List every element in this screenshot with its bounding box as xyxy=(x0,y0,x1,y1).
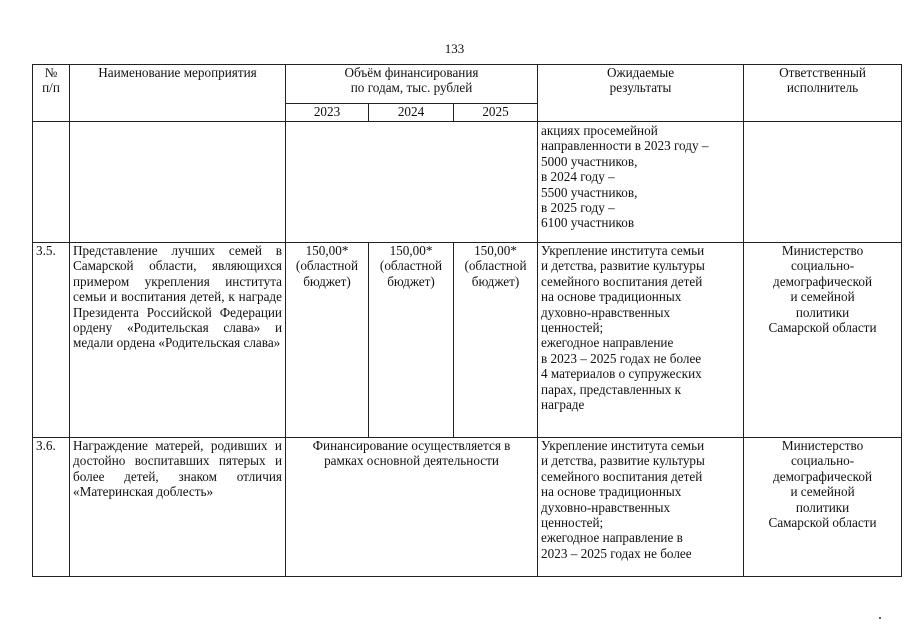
results-line: духовно-нравственных xyxy=(541,304,671,320)
header-executor-line1: Ответственный xyxy=(779,65,866,80)
funding-amount: 150,00* xyxy=(474,243,517,258)
row-executor xyxy=(744,243,902,438)
funding-source: (областной xyxy=(295,258,359,274)
row-name: Представление лучших семей в Самарской области, являющихся примером укрепления института семьи и воспитания детей, к награде Президента Российской Федерации ордену «Родительская слава» и медали ордена «Родительская слава» xyxy=(70,243,286,438)
results-line: парах, представленных к xyxy=(541,381,682,397)
results-line: 2023 – 2025 годах не более xyxy=(541,545,692,561)
cont-results-line: 6100 участников xyxy=(541,215,635,231)
header-results-line1: Ожидаемые xyxy=(606,65,675,80)
funding-note-line: рамках основной деятельности xyxy=(324,453,499,469)
row-executor xyxy=(744,438,902,577)
executor-line: политики xyxy=(795,304,850,320)
results-line: Укрепление института семьи xyxy=(541,243,705,258)
results-line: в 2023 – 2025 годах не более xyxy=(541,350,702,366)
header-results-line2: результаты xyxy=(609,80,672,96)
results-line: на основе традиционных xyxy=(541,289,682,305)
results-line: ценностей; xyxy=(541,320,604,336)
executor-line: политики xyxy=(795,499,850,515)
header-year-2024: 2024 xyxy=(369,104,454,122)
measures-table xyxy=(32,64,902,577)
executor-line: социально- xyxy=(790,453,855,469)
funding-source: (областной xyxy=(464,258,527,274)
cont-executor xyxy=(744,122,902,243)
cont-funding xyxy=(286,122,538,243)
cont-num xyxy=(33,122,70,243)
funding-2024 xyxy=(369,243,454,438)
table-row-3-6 xyxy=(33,438,902,577)
results-line: ежегодное направление xyxy=(541,335,674,351)
row-name: Награждение матерей, родивших и достойно воспитавших пятерых и более детей, знаком отличия «Материнская доблесть» xyxy=(70,438,286,577)
row-num: 3.5. xyxy=(33,243,70,438)
results-line: и детства, развитие культуры xyxy=(541,258,705,274)
cont-results-line: акциях просемейной xyxy=(541,123,658,138)
results-line: семейного воспитания детей xyxy=(541,273,703,289)
header-num xyxy=(33,65,70,122)
results-line: ценностей; xyxy=(541,515,604,531)
results-line: 4 материалов о супружеских xyxy=(541,366,702,382)
header-executor-line2: исполнитель xyxy=(786,80,859,96)
row-results xyxy=(538,243,744,438)
results-line: духовно-нравственных xyxy=(541,499,671,515)
funding-amount: 150,00* xyxy=(305,243,349,258)
results-line: на основе традиционных xyxy=(541,484,682,500)
header-funding xyxy=(286,65,538,104)
header-executor xyxy=(744,65,902,122)
results-line: и детства, развитие культуры xyxy=(541,453,705,469)
results-line: семейного воспитания детей xyxy=(541,468,703,484)
cont-results-line: 5000 участников, xyxy=(541,153,638,169)
funding-note-line: Финансирование осуществляется в xyxy=(312,438,511,453)
funding-source: бюджет) xyxy=(387,273,435,289)
results-line: Укрепление института семьи xyxy=(541,438,705,453)
header-year-2025: 2025 xyxy=(454,104,538,122)
funding-2025 xyxy=(454,243,538,438)
funding-note xyxy=(286,438,538,577)
row-num: 3.6. xyxy=(33,438,70,577)
executor-line: и семейной xyxy=(790,484,855,500)
continuation-row xyxy=(33,122,902,243)
executor-line: Министерство xyxy=(781,438,864,453)
header-year-2023: 2023 xyxy=(286,104,369,122)
funding-2023 xyxy=(286,243,369,438)
cont-name xyxy=(70,122,286,243)
header-funding-line2: по годам, тыс. рублей xyxy=(350,80,473,96)
executor-line: социально- xyxy=(790,258,855,274)
executor-line: демографической xyxy=(773,468,873,484)
cont-results-line: направленности в 2023 году – xyxy=(541,138,709,154)
executor-line: Министерство xyxy=(781,243,864,258)
row-results xyxy=(538,438,744,577)
executor-line: демографической xyxy=(773,273,873,289)
results-line: награде xyxy=(541,397,585,413)
funding-source: бюджет) xyxy=(303,273,351,289)
cont-results-line: 5500 участников, xyxy=(541,184,638,200)
executor-line: и семейной xyxy=(790,289,855,305)
results-line: ежегодное направление в xyxy=(541,530,683,546)
header-results xyxy=(538,65,744,122)
header-funding-line1: Объём финансирования xyxy=(344,65,479,80)
funding-source: (областной xyxy=(379,258,443,274)
table-header-row xyxy=(33,65,902,104)
executor-line: Самарской области xyxy=(768,515,877,531)
header-name: Наименование мероприятия xyxy=(70,65,286,122)
funding-amount: 150,00* xyxy=(389,243,433,258)
scan-speck xyxy=(879,617,881,619)
table-row-3-5 xyxy=(33,243,902,438)
page-number: 133 xyxy=(444,41,465,56)
cont-results-line: в 2024 году – xyxy=(541,169,615,185)
header-num-text: № п/п xyxy=(42,65,60,96)
executor-line: Самарской области xyxy=(768,320,877,336)
funding-source: бюджет) xyxy=(471,273,520,289)
cont-results-line: в 2025 году – xyxy=(541,200,615,216)
cont-results xyxy=(538,122,744,243)
